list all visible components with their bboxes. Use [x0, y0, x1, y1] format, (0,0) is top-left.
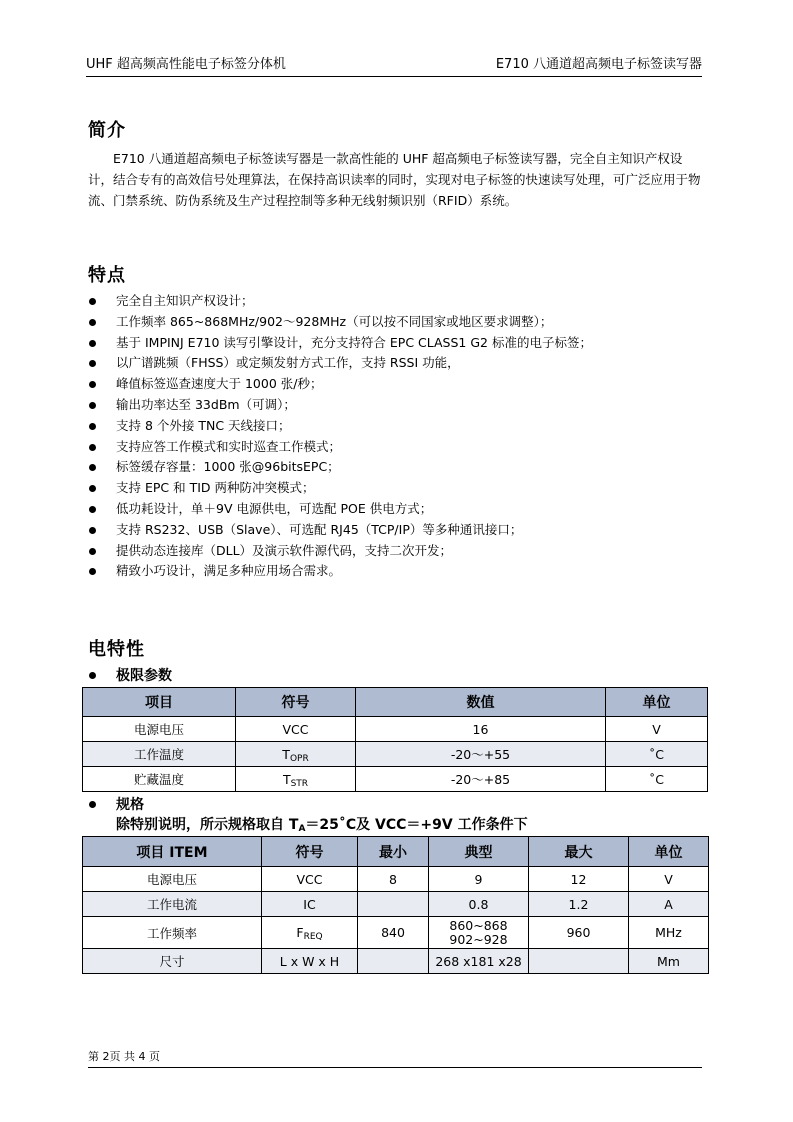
- bullet-icon: [89, 568, 96, 575]
- electrical-heading: 电特性: [88, 639, 145, 660]
- symbol-text: L x W x H: [279, 953, 340, 969]
- col-header-max: 最大: [529, 837, 629, 867]
- features-heading: 特点: [88, 265, 126, 286]
- cell-min: 840: [358, 917, 429, 949]
- col-header-min: 最小: [358, 837, 429, 867]
- cell-symbol: [236, 742, 356, 767]
- cell-max: [529, 949, 629, 974]
- cell-symbol: [236, 717, 356, 742]
- col-header-item: 项目 ITEM: [83, 837, 262, 867]
- cell-unit: V: [606, 717, 708, 742]
- feature-text: 标签缓存容量：1000 张@96bitsEPC；: [116, 459, 340, 475]
- table-row: [83, 867, 709, 892]
- cell-unit: MHz: [629, 917, 709, 949]
- bullet-icon: [89, 381, 96, 388]
- list-item: [88, 499, 708, 520]
- cell-unit: Mm: [629, 949, 709, 974]
- col-header-symbol: 符号: [236, 688, 356, 717]
- bullet-icon: [89, 548, 96, 555]
- bullet-icon: [89, 672, 96, 679]
- table-row: [83, 892, 709, 917]
- spec-title: 规格: [116, 797, 144, 813]
- symbol-subscript: OPR: [289, 753, 309, 764]
- feature-text: 低功耗设计，单＋9V 电源供电，可选配 POE 供电方式；: [116, 500, 433, 516]
- list-item: [88, 478, 708, 499]
- list-item: [88, 353, 708, 374]
- table-row: [83, 742, 708, 767]
- list-item: [88, 541, 708, 562]
- cell-typical: 9: [429, 867, 529, 892]
- feature-text: 支持 8 个外接 TNC 天线接口；: [116, 417, 291, 433]
- feature-text: 以广谱跳频（FHSS）或定频发射方式工作，支持 RSSI 功能，: [116, 355, 460, 371]
- col-header-unit: 单位: [606, 688, 708, 717]
- cell-unit: ˚C: [606, 767, 708, 792]
- col-header-value: 数值: [356, 688, 606, 717]
- page-footer: [88, 1049, 702, 1068]
- intro-heading: 简介: [88, 120, 126, 141]
- list-item: [88, 561, 708, 582]
- cell-max: 12: [529, 867, 629, 892]
- cell-max: 960: [529, 917, 629, 949]
- list-item: [88, 374, 708, 395]
- col-header-typical: 典型: [429, 837, 529, 867]
- bullet-icon: [89, 423, 96, 430]
- cell-value: -20～+55: [356, 742, 606, 767]
- bullet-icon: [89, 298, 96, 305]
- cell-typical: 268 x181 x28: [429, 949, 529, 974]
- table-row: [83, 767, 708, 792]
- cell-unit: A: [629, 892, 709, 917]
- table-row: [83, 917, 709, 949]
- list-item: [88, 437, 708, 458]
- list-item: [88, 312, 708, 333]
- col-header-symbol: 符号: [262, 837, 358, 867]
- cell-symbol: [236, 767, 356, 792]
- table-row: [83, 717, 708, 742]
- cell-unit: V: [629, 867, 709, 892]
- symbol-text: VCC: [282, 721, 309, 737]
- symbol-text: T: [282, 771, 291, 787]
- cell-symbol: [262, 892, 358, 917]
- list-item: [88, 291, 708, 312]
- intro-section: [88, 148, 703, 211]
- feature-text: 提供动态连接库（DLL）及演示软件源代码，支持二次开发；: [116, 542, 453, 558]
- cell-unit: ˚C: [606, 742, 708, 767]
- cell-typical: 0.8: [429, 892, 529, 917]
- header-product-name: E710 八通道超高频电子标签读写器: [495, 57, 702, 72]
- bullet-icon: [89, 444, 96, 451]
- cell-typical: [429, 917, 529, 949]
- feature-text: 输出功率达至 33dBm（可调）；: [116, 396, 296, 412]
- header-product-line: UHF 超高频高性能电子标签分体机: [86, 57, 286, 72]
- bullet-icon: [89, 340, 96, 347]
- list-item: [88, 333, 708, 354]
- cell-min: [358, 892, 429, 917]
- feature-text: 基于 IMPINJ E710 读写引擎设计，充分支持符合 EPC CLASS1 G2 标准的电子标签；: [116, 334, 592, 350]
- feature-text: 峰值标签巡查速度大于 1000 张/秒；: [116, 376, 323, 392]
- bullet-icon: [89, 485, 96, 492]
- limits-subheading: [88, 666, 172, 686]
- bullet-icon: [89, 801, 96, 808]
- symbol-text: IC: [303, 896, 316, 912]
- cell-value: 16: [356, 717, 606, 742]
- cell-symbol: [262, 949, 358, 974]
- col-header-unit: 单位: [629, 837, 709, 867]
- feature-text: 支持 RS232、USB（Slave）、可选配 RJ45（TCP/IP）等多种通讯接口；: [116, 521, 523, 537]
- intro-paragraph: E710 八通道超高频电子标签读写器是一款高性能的 UHF 超高频电子标签读写器，完全自主知识产权设计，结合专有的高效信号处理算法，在保持高识读率的同时，实现对电子标签的快速读写处理，可广泛应用于物流、门禁系统、防伪系统及生产过程控制等多种无线射频识别（RFID）系统。: [88, 151, 701, 208]
- symbol-text: VCC: [296, 871, 323, 887]
- list-item: [88, 457, 708, 478]
- symbol-subscript: REQ: [303, 932, 323, 942]
- bullet-icon: [89, 402, 96, 409]
- table-row: [83, 949, 709, 974]
- spec-table: [82, 836, 709, 974]
- feature-text: 精致小巧设计，满足多种应用场合需求。: [116, 563, 342, 579]
- list-item: [88, 416, 708, 437]
- cell-item: 工作温度: [83, 742, 236, 767]
- limits-title: 极限参数: [116, 668, 172, 684]
- cell-item: 尺寸: [83, 949, 262, 974]
- cell-item: 工作频率: [83, 917, 262, 949]
- feature-text: 支持 EPC 和 TID 两种防冲突模式；: [116, 480, 315, 496]
- cell-symbol: [262, 867, 358, 892]
- feature-text: 工作频率 865~868MHz/902～928MHz（可以按不同国家或地区要求调整）；: [116, 313, 553, 329]
- symbol-text: T: [282, 746, 290, 762]
- features-list: [88, 291, 708, 582]
- bullet-icon: [89, 506, 96, 513]
- page-header: [86, 56, 702, 77]
- symbol-text: F: [296, 925, 304, 940]
- cell-item: 电源电压: [83, 717, 236, 742]
- bullet-icon: [89, 527, 96, 534]
- typical-line-1: 860~868: [449, 917, 508, 933]
- cell-min: 8: [358, 867, 429, 892]
- cell-min: [358, 949, 429, 974]
- list-item: [88, 520, 708, 541]
- spec-subheading: [88, 795, 144, 815]
- feature-text: 完全自主知识产权设计；: [116, 293, 254, 308]
- cell-max: 1.2: [529, 892, 629, 917]
- cell-symbol: [262, 917, 358, 949]
- cell-item: 电源电压: [83, 867, 262, 892]
- bullet-icon: [89, 319, 96, 326]
- feature-text: 支持应答工作模式和实时巡查工作模式；: [116, 438, 342, 454]
- bullet-icon: [89, 464, 96, 471]
- table-header-row: [83, 837, 709, 867]
- col-header-item: 项目: [83, 688, 236, 717]
- limits-table: [82, 687, 708, 792]
- bullet-icon: [89, 360, 96, 367]
- cell-item: 贮藏温度: [83, 767, 236, 792]
- typical-line-2: 902~928: [449, 931, 508, 947]
- cell-item: 工作电流: [83, 892, 262, 917]
- cell-value: -20～+85: [356, 767, 606, 792]
- table-header-row: [83, 688, 708, 717]
- spec-conditions-note: 除特别说明，所示规格取自 $T_A=25˚C$及 VCC＝+9V 工作条件下: [116, 817, 528, 834]
- list-item: [88, 395, 708, 416]
- page-number: 第 2页 共 4 页: [88, 1050, 160, 1063]
- symbol-subscript: STR: [290, 778, 309, 789]
